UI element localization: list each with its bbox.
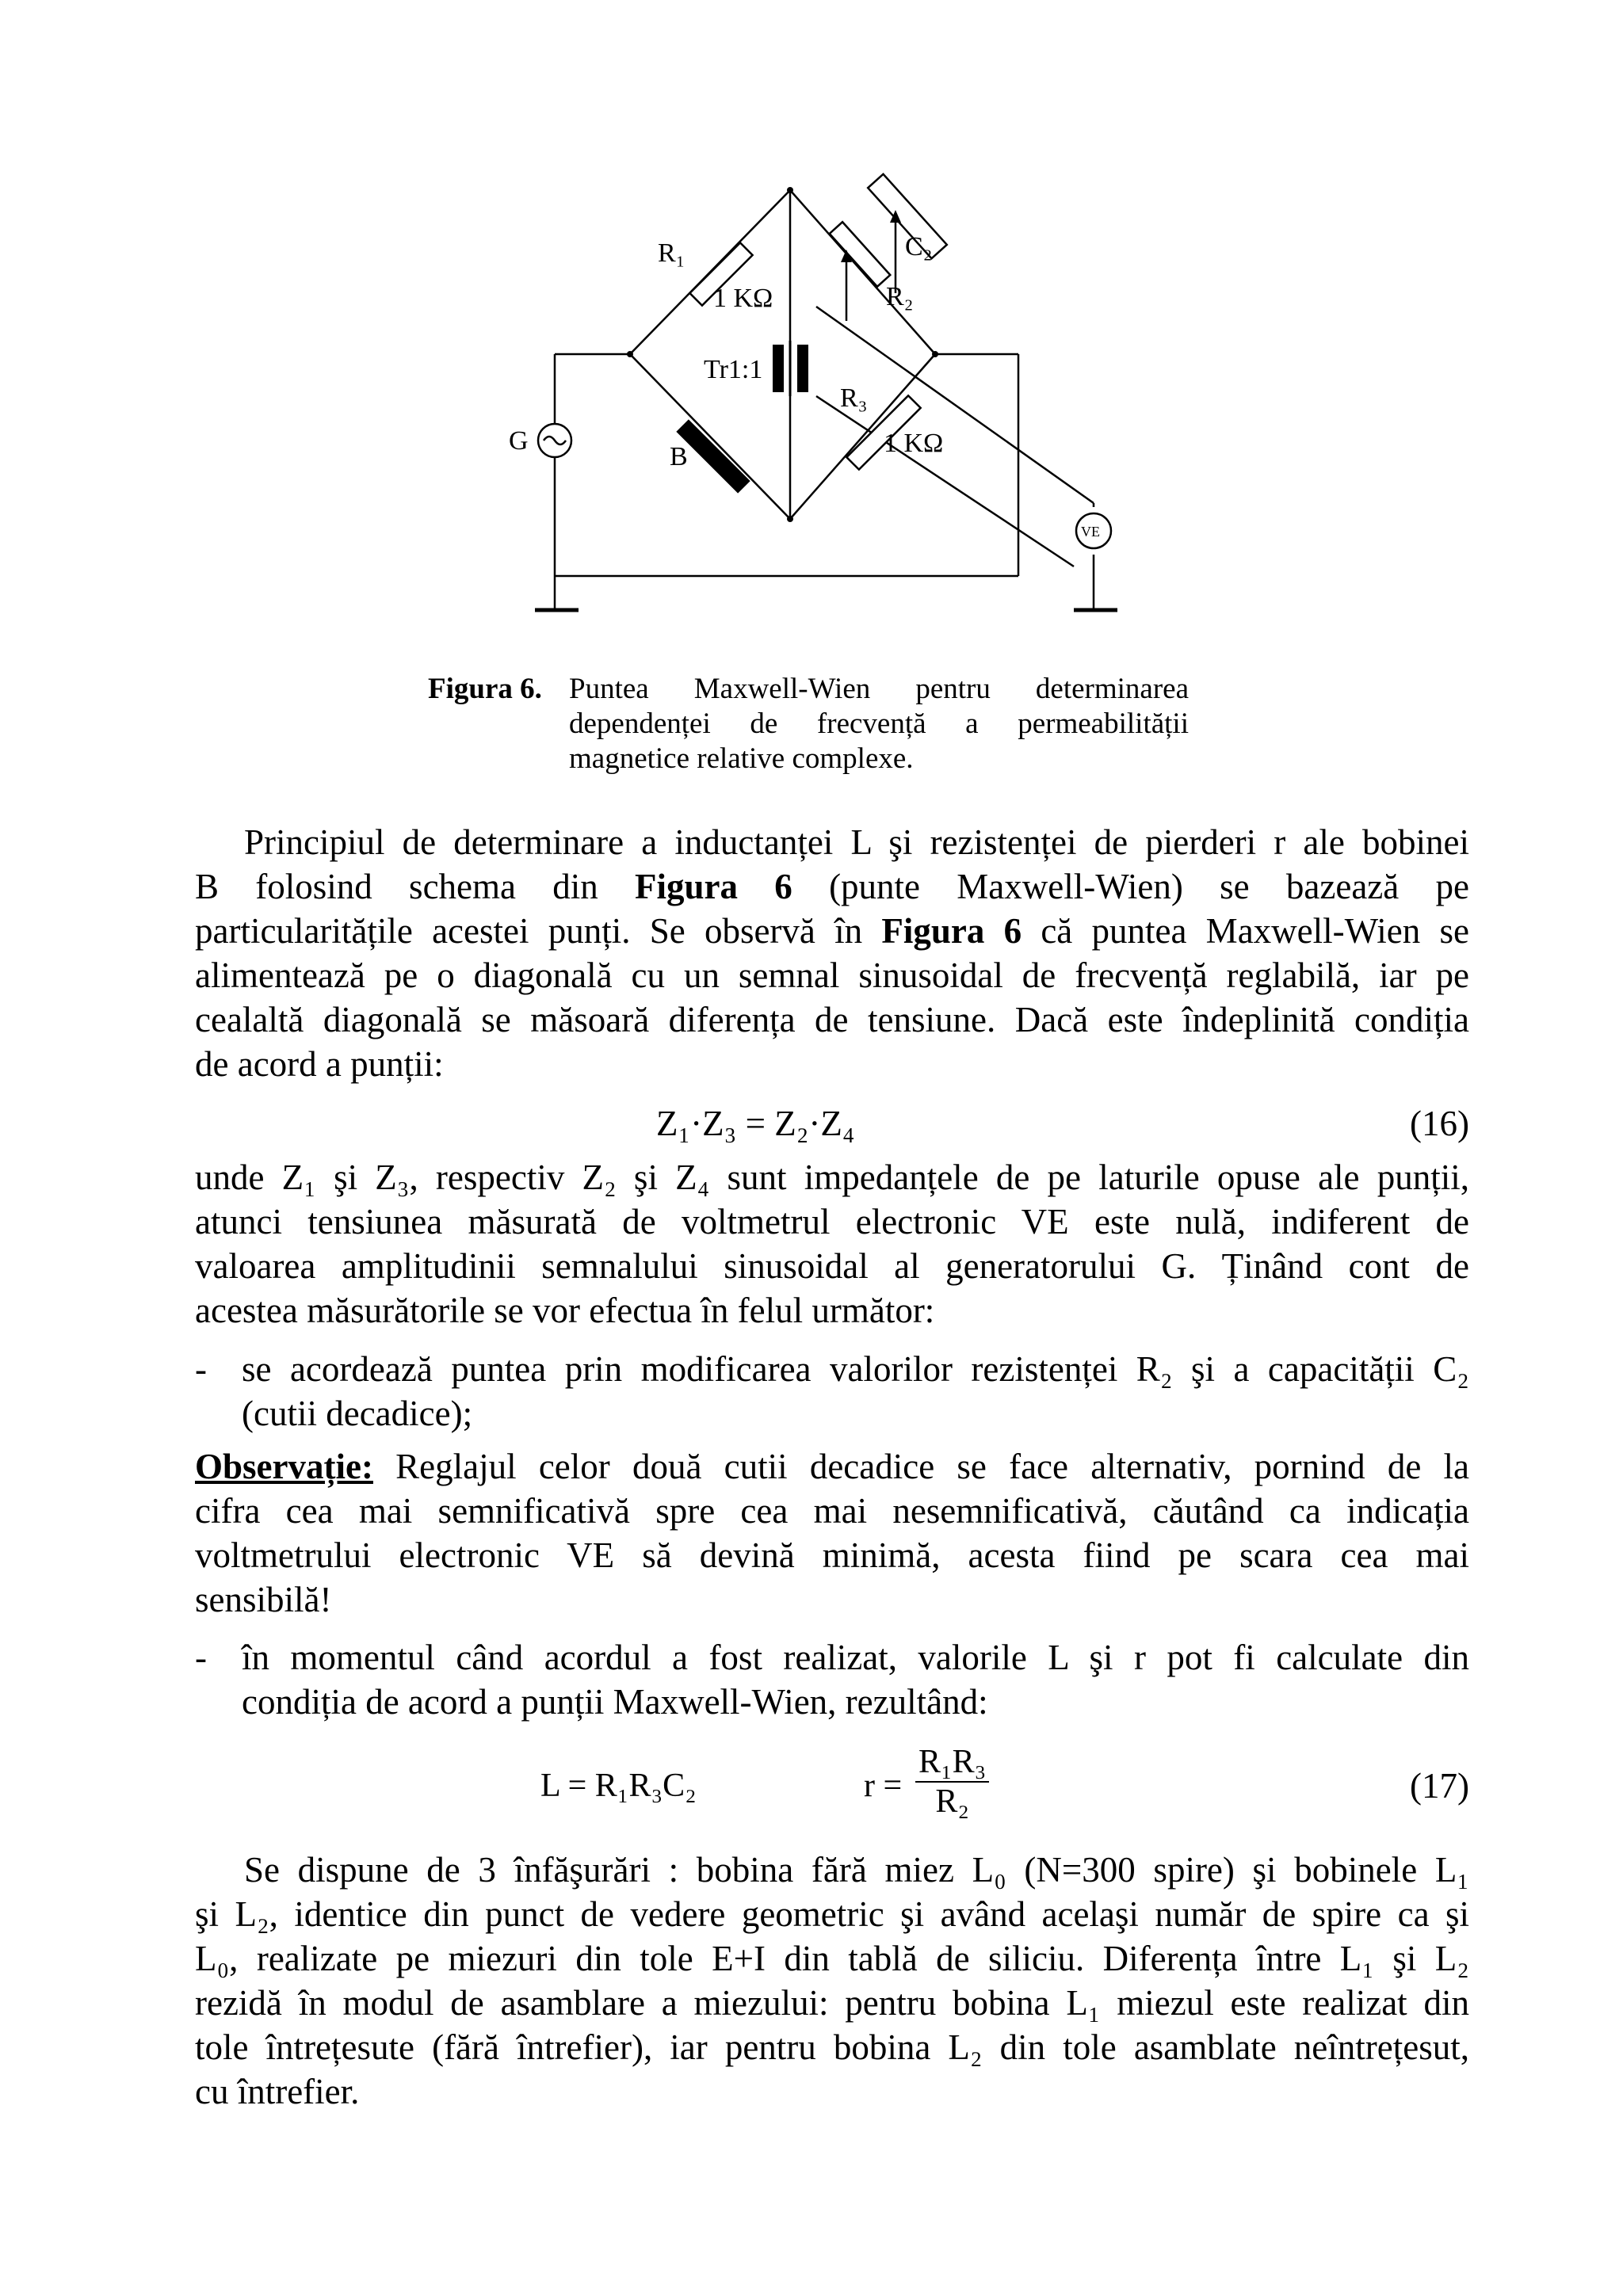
bullet-item-2 <box>242 1635 1469 1724</box>
text-line: în momentul când acordul a fost realizat, valorile L şi r pot fi calculate din <box>242 1638 1469 1677</box>
text-line: se acordează puntea prin modificarea valorilor rezistenței R₂ şi a capacității C₂ <box>242 1349 1469 1389</box>
paragraph-windings <box>195 1848 1469 2114</box>
caption-label: Figura 6. <box>428 673 542 705</box>
text-line: unde Z₁ şi Z₃, respectiv Z₂ şi Z₄ sunt impedanțele de pe laturile opuse ale punții, <box>195 1158 1469 1197</box>
fraction-numerator: R₁R₃ <box>915 1743 989 1783</box>
maxwell-wien-bridge-figure <box>491 170 1141 630</box>
wire-ve-lower <box>816 396 1074 566</box>
paragraph-observation <box>195 1444 1469 1622</box>
text-line: Observație: Reglajul celor două cutii decadice se face alternativ, pornind de la <box>195 1447 1469 1486</box>
label-r1-value: 1 KΩ <box>713 284 773 313</box>
text-line: particularitățile acestei punți. Se observă în Figura 6 că puntea Maxwell-Wien se <box>195 911 1469 951</box>
bullet-item-1 <box>242 1347 1469 1436</box>
text-line: sensibilă! <box>195 1580 332 1619</box>
equation-17-left: L = R₁R₃C₂ <box>540 1768 697 1804</box>
fraction-denominator: R₂ <box>935 1783 969 1820</box>
equation-16: Z₁·Z₃ = Z₂·Z₄ <box>656 1104 855 1143</box>
caption-line: dependenței de frecvență a permeabilității <box>569 707 1189 740</box>
text-line: valoarea amplitudinii semnalului sinusoidal al generatorului G. Ținând cont de <box>195 1246 1469 1286</box>
equation-17-fraction <box>915 1743 989 1821</box>
text-line: cu întrefier. <box>195 2072 360 2111</box>
caption-line: magnetice relative complexe. <box>569 742 914 775</box>
text-line: acestea măsurătorile se vor efectua în felul următor: <box>195 1291 935 1330</box>
text-line: (cutii decadice); <box>242 1394 473 1433</box>
equation-16-number: (16) <box>1410 1104 1469 1143</box>
label-coil-b: B <box>670 442 688 471</box>
caption-line: Puntea Maxwell-Wien pentru determinarea <box>569 673 1189 705</box>
text-line: de acord a punții: <box>195 1044 444 1084</box>
transformer-core-left <box>773 345 784 392</box>
text-line: Principiul de determinare a inductanței L şi rezistenței de pierderi r ale bobinei <box>244 822 1469 862</box>
text-line: condiția de acord a punții Maxwell-Wien, rezultând: <box>242 1682 988 1722</box>
text-line: alimentează pe o diagonală cu un semnal sinusoidal de frecvență reglabilă, iar pe <box>195 955 1469 995</box>
paragraph-balance <box>195 1155 1469 1333</box>
r2-resistor <box>830 222 891 287</box>
bullet-dash: - <box>195 1349 207 1389</box>
circuit-diagram <box>491 170 1141 630</box>
observation-label: Observație: <box>195 1447 373 1486</box>
label-ve: VE <box>1081 524 1100 540</box>
text-line: L₀, realizate pe miezuri din tole E+I din tablă de siliciu. Diferența între L₁ şi L₂ <box>195 1939 1469 1978</box>
text-line: tole întrețesute (fără întrefier), iar pentru bobina L₂ din tole asamblate neîntrețesut, <box>195 2027 1469 2067</box>
label-r3-value: 1 KΩ <box>884 429 944 458</box>
text-line: Se dispune de 3 înfăşurări : bobina fără miez L₀ (N=300 spire) şi bobinele L₁ <box>244 1850 1469 1890</box>
bullet-dash: - <box>195 1638 207 1677</box>
label-r3: R₃ <box>840 383 868 413</box>
paragraph-principle <box>195 820 1469 1086</box>
text-line: B folosind schema din Figura 6 (punte Maxwell-Wien) se bazează pe <box>195 867 1469 906</box>
text-line: atunci tensiunea măsurată de voltmetrul electronic VE este nulă, indiferent de <box>195 1202 1469 1241</box>
text-line: rezidă în modul de asamblare a miezului: pentru bobina L₁ miezul este realizat din <box>195 1983 1469 2023</box>
equation-17-r: r = <box>864 1768 903 1804</box>
text-line: cifra cea mai semnificativă spre cea mai nesemnificativă, căutând ca indicația <box>195 1491 1469 1531</box>
label-generator: G <box>509 426 529 456</box>
label-r2: R₂ <box>886 282 914 311</box>
transformer-core-right <box>797 345 808 392</box>
label-r1: R₁ <box>658 238 685 268</box>
text-line: şi L₂, identice din punct de vedere geometric şi având acelaşi număr de spire ca şi <box>195 1894 1469 1934</box>
text-line: cealaltă diagonală se măsoară diferența de tensiune. Dacă este îndeplinită condiția <box>195 1000 1469 1039</box>
label-transformer: Tr1:1 <box>704 355 763 384</box>
text-line: voltmetrului electronic VE să devină minimă, acesta fiind pe scara cea mai <box>195 1535 1469 1575</box>
label-c2: C₂ <box>905 232 933 261</box>
equation-17-number: (17) <box>1410 1766 1469 1806</box>
